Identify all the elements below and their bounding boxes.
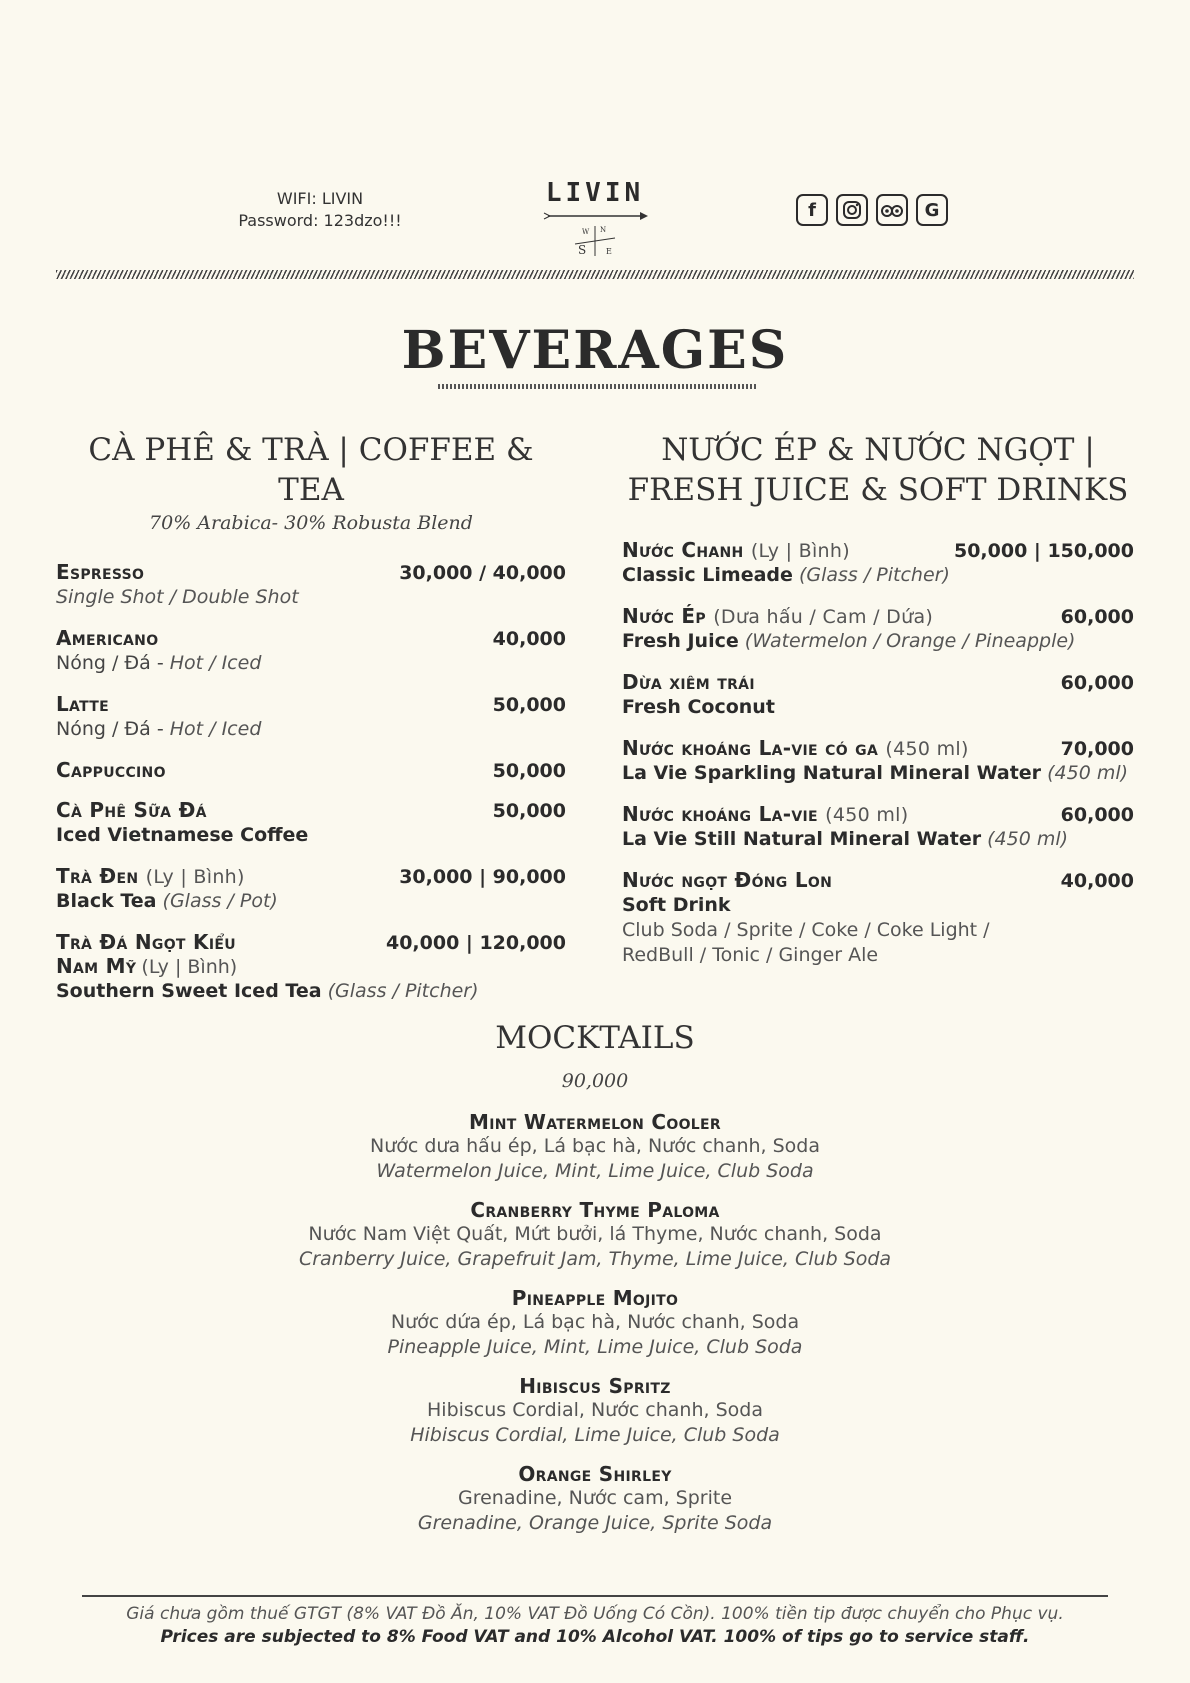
coffee-tea-section [56, 430, 566, 1020]
menu-item [56, 798, 566, 848]
item-name: Trà Đá Ngọt Kiểu [56, 930, 236, 954]
item-price: 50,000 [492, 694, 566, 716]
item-english-name: Classic Limeade [622, 564, 793, 586]
menu-item [622, 538, 1134, 588]
item-name: Dừa xiêm trái [622, 670, 755, 694]
item-name-cont: Nam Mỹ [56, 954, 137, 978]
item-name: Cappuccino [56, 758, 166, 782]
svg-text:N: N [600, 226, 607, 234]
google-icon[interactable]: G [916, 194, 948, 226]
page-title: BEVERAGES [401, 320, 789, 381]
item-price: 50,000 [492, 760, 566, 782]
svg-text:S: S [578, 243, 587, 257]
menu-item [622, 802, 1134, 852]
item-english-name: Southern Sweet Iced Tea [56, 980, 322, 1002]
mocktails-title: MOCKTAILS [495, 1020, 695, 1056]
section-title-line1: NƯỚC ÉP & NƯỚC NGỌT | [661, 432, 1095, 468]
mocktail-ingredients-en: Cranberry Juice, Grapefruit Jam, Thyme, Lime Juice, Club Soda [298, 1248, 892, 1270]
mocktail-ingredients-vn: Nước dưa hấu ép, Lá bạc hà, Nước chanh, Soda [369, 1135, 821, 1157]
item-name: Nước khoáng La-vie [622, 802, 818, 826]
item-english-name: Iced Vietnamese Coffee [56, 824, 309, 846]
menu-item [56, 864, 566, 914]
item-name: Latte [56, 692, 109, 716]
mocktail-name: Orange Shirley [518, 1462, 672, 1486]
item-size-en: (450 ml) [1047, 762, 1129, 784]
item-name: Espresso [56, 560, 145, 584]
compass-arrow-icon [540, 208, 650, 258]
item-variants-en: Hot / Iced [169, 652, 262, 674]
mocktail-item [0, 1462, 1190, 1536]
wifi-password: Password: 123dzo!!! [238, 211, 402, 230]
menu-item [622, 604, 1134, 654]
item-size-en: (Glass / Pitcher) [798, 564, 950, 586]
item-english-name: La Vie Still Natural Mineral Water [622, 828, 982, 850]
section-title-line2: FRESH JUICE & SOFT DRINKS [627, 472, 1129, 508]
item-price: 30,000 / 40,000 [399, 562, 566, 584]
section-title: CÀ PHÊ & TRÀ | COFFEE & TEA [88, 432, 534, 508]
menu-item [56, 930, 566, 1004]
wifi-info [200, 188, 440, 232]
svg-text:W: W [582, 228, 590, 236]
wifi-name: WIFI: LIVIN [276, 189, 364, 208]
menu-item [622, 868, 1134, 968]
tripadvisor-icon[interactable] [876, 194, 908, 226]
item-price: 60,000 [1060, 672, 1134, 694]
header-divider [56, 270, 1134, 279]
footer-note [60, 1603, 1130, 1649]
item-price: 40,000 [1060, 870, 1134, 892]
item-variants-vn: Nóng / Đá - [56, 652, 170, 674]
mocktail-ingredients-en: Grenadine, Orange Juice, Sprite Soda [417, 1512, 773, 1534]
item-size-vn: (Ly | Bình) [750, 540, 850, 562]
item-size-en: (Glass / Pitcher) [327, 980, 479, 1002]
item-price: 50,000 [492, 800, 566, 822]
footer-note-vn: Giá chưa gồm thuế GTGT (8% VAT Đồ Ăn, 10% VAT Đồ Uống Có Cồn). 100% tiền tip được chuyển cho Phục vụ. [126, 1604, 1064, 1624]
logo [540, 178, 650, 262]
mocktail-ingredients-en: Pineapple Juice, Mint, Lime Juice, Club Soda [387, 1336, 803, 1358]
mocktail-item [0, 1374, 1190, 1448]
mocktail-ingredients-vn: Nước dứa ép, Lá bạc hà, Nước chanh, Soda [390, 1311, 800, 1333]
mocktail-item [0, 1110, 1190, 1184]
item-price: 60,000 [1060, 606, 1134, 628]
logo-text: LIVIN [545, 178, 645, 208]
mocktail-name: Pineapple Mojito [511, 1286, 679, 1310]
item-price: 30,000 | 90,000 [399, 866, 566, 888]
menu-item [56, 692, 566, 742]
item-size-vn: (450 ml) [885, 738, 969, 760]
item-variants: Single Shot / Double Shot [56, 586, 299, 608]
item-size-en: (Glass / Pot) [162, 890, 278, 912]
menu-item [622, 670, 1134, 720]
mocktail-item [0, 1286, 1190, 1360]
svg-text:E: E [606, 247, 612, 256]
mocktail-ingredients-vn: Hibiscus Cordial, Nước chanh, Soda [427, 1399, 763, 1421]
mocktail-ingredients-en: Watermelon Juice, Mint, Lime Juice, Club Soda [376, 1160, 814, 1182]
item-options-line2: RedBull / Tonic / Ginger Ale [622, 944, 879, 966]
mocktail-ingredients-en: Hibiscus Cordial, Lime Juice, Club Soda [410, 1424, 780, 1446]
item-english-name: Fresh Coconut [622, 696, 775, 718]
item-name: Nước ngọt Đóng Lon [622, 868, 833, 892]
item-price: 60,000 [1060, 804, 1134, 826]
item-variants-en: Hot / Iced [169, 718, 262, 740]
item-size-vn: (450 ml) [825, 804, 909, 826]
menu-item [56, 560, 566, 610]
mocktail-name: Hibiscus Spritz [519, 1374, 671, 1398]
item-size-vn: (Ly | Bình) [141, 956, 238, 978]
menu-item [56, 758, 566, 782]
mocktail-ingredients-vn: Grenadine, Nước cam, Sprite [457, 1487, 733, 1509]
mocktails-price: 90,000 [561, 1070, 629, 1092]
item-english-name: Fresh Juice [622, 630, 739, 652]
menu-item [622, 736, 1134, 786]
mocktail-name: Mint Watermelon Cooler [469, 1110, 721, 1134]
item-name: Nước Chanh [622, 538, 744, 562]
item-flavors-vn: (Dưa hấu / Cam / Dứa) [713, 606, 934, 628]
item-name: Cà Phê Sữa Đá [56, 798, 207, 822]
item-name: Nước Ép [622, 604, 706, 628]
juice-soft-drinks-section [622, 430, 1134, 984]
item-price: 40,000 [492, 628, 566, 650]
item-english-name: Black Tea [56, 890, 157, 912]
title-underline [438, 384, 758, 389]
mocktail-ingredients-vn: Nước Nam Việt Quất, Mứt bưởi, lá Thyme, Nước chanh, Soda [308, 1223, 882, 1245]
instagram-icon[interactable] [836, 194, 868, 226]
footer-divider [82, 1595, 1108, 1597]
item-name: Americano [56, 626, 159, 650]
item-english-name: La Vie Sparkling Natural Mineral Water [622, 762, 1042, 784]
item-english-name: Soft Drink [622, 894, 731, 916]
section-subtitle: 70% Arabica- 30% Robusta Blend [149, 512, 473, 534]
social-icons [796, 194, 948, 226]
item-price: 50,000 | 150,000 [953, 540, 1134, 562]
item-price: 70,000 [1060, 738, 1134, 760]
item-name: Trà Đen [56, 864, 139, 888]
item-size-vn: (Ly | Bình) [145, 866, 245, 888]
menu-item [56, 626, 566, 676]
mocktails-list [0, 1110, 1190, 1550]
facebook-icon[interactable]: f [796, 194, 828, 226]
item-flavors-en: (Watermelon / Orange / Pineapple) [744, 630, 1076, 652]
item-size-en: (450 ml) [987, 828, 1069, 850]
item-options-line1: Club Soda / Sprite / Coke / Coke Light / [622, 919, 990, 941]
item-variants-vn: Nóng / Đá - [56, 718, 170, 740]
item-price: 40,000 | 120,000 [385, 932, 566, 954]
mocktail-item [0, 1198, 1190, 1272]
footer-note-en: Prices are subjected to 8% Food VAT and 10% Alcohol VAT. 100% of tips go to service staff. [160, 1627, 1030, 1647]
item-name: Nước khoáng La-vie có ga [622, 736, 879, 760]
mocktail-name: Cranberry Thyme Paloma [470, 1198, 720, 1222]
